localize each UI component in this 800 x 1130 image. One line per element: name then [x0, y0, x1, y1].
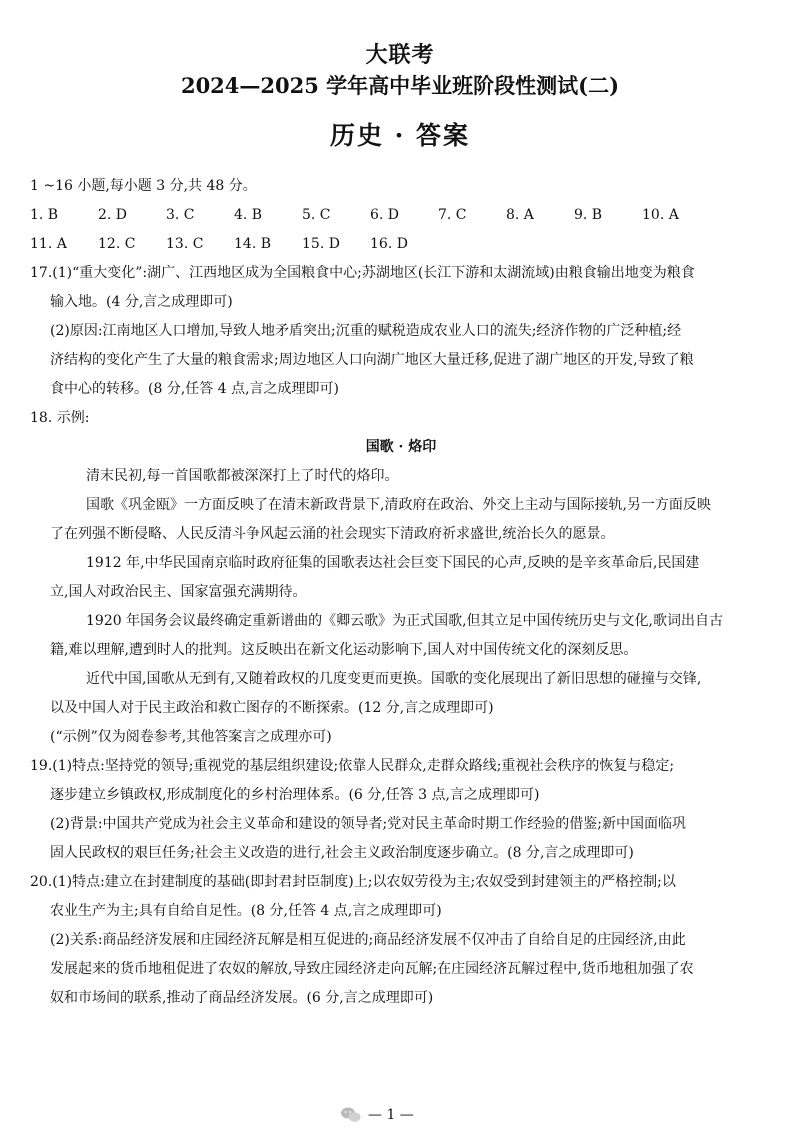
mc-answer: 3. C — [166, 207, 195, 223]
mc-answer: 10. A — [642, 207, 679, 223]
q20-part2-line: 奴和市场间的联系,推动了商品经济发展。(6 分,言之成理即可) — [50, 990, 434, 1006]
mc-answer: 13. C — [166, 236, 204, 252]
q18-essay-line: 籍,难以理解,遭到时人的批判。这反映出在新文化运动影响下,国人对中国传统文化的深刻反思。 — [50, 642, 638, 658]
mc-row-1 — [30, 201, 772, 230]
page-number: — 1 — — [368, 1107, 414, 1123]
mc-answer: 14. B — [234, 236, 272, 252]
subject-title: 历史 · 答案 — [329, 121, 471, 150]
question-17 — [30, 259, 772, 404]
q17-part2-line: 食中心的转移。(8 分,任答 4 点,言之成理即可) — [50, 381, 339, 397]
q18-essay-line: 了在列强不断侵略、人民反清斗争风起云涌的社会现实下清政府祈求盛世,统治长久的愿景。 — [50, 526, 615, 542]
mc-answer: 11. A — [30, 236, 67, 252]
q20-part1-line: 农业生产为主;具有自给自足性。(8 分,任答 4 点,言之成理即可) — [50, 903, 442, 919]
q19-part2-line: (2)背景:中国共产党成为社会主义革命和建设的领导者;党对民主革命时期工作经验的借鉴;新中国面临巩 — [50, 816, 686, 832]
q17-part2-line: 济结构的变化产生了大量的粮食需求;周边地区人口向湖广地区大量迁移,促进了湖广地区的开发,导致了粮 — [50, 352, 694, 368]
mc-answer: 2. D — [98, 207, 128, 223]
question-18 — [30, 404, 772, 752]
exam-title: 2024—2025 学年高中毕业班阶段性测试(二) — [180, 73, 620, 98]
mc-answer: 5. C — [302, 207, 331, 223]
question-19 — [30, 752, 772, 868]
mc-answer: 7. C — [438, 207, 467, 223]
mc-intro: 1 ~16 小题,每小题 3 分,共 48 分。 — [30, 178, 257, 194]
mc-answer: 12. C — [98, 236, 136, 252]
q19-part1-line: 逐步建立乡镇政权,形成制度化的乡村治理体系。(6 分,任答 3 点,言之成理即可) — [50, 787, 540, 803]
q20-part1-line: 20.(1)特点:建立在封建制度的基础(即封君封臣制度)上;以农奴劳役为主;农奴受到封建领主的严格控制;以 — [30, 874, 676, 890]
exam-organizer: 大联考 — [365, 42, 435, 68]
q18-essay-line: 1920 年国务会议最终确定重新谱曲的《卿云歌》为正式国歌,但其立足中国传统历史与文化,歌词出自古 — [86, 613, 723, 629]
q18-note: (“示例”仅为阅卷参考,其他答案言之成理亦可) — [50, 729, 332, 745]
mc-answer: 16. D — [370, 236, 408, 252]
q18-essay-line: 清末民初,每一首国歌都被深深打上了时代的烙印。 — [86, 468, 399, 484]
q20-part2-line: 发展起来的货币地租促进了农奴的解放,导致庄园经济走向瓦解;在庄园经济瓦解过程中,货币地租加强了农 — [50, 961, 694, 977]
answer-body — [30, 172, 772, 1013]
mc-answer: 1. B — [30, 207, 59, 223]
q18-essay-line: 国歌《巩金瓯》一方面反映了在清末新政背景下,清政府在政治、外交上主动与国际接轨,另一方面反映 — [86, 497, 711, 513]
q18-label: 18. 示例: — [30, 410, 90, 426]
mc-row-2 — [30, 230, 772, 259]
q17-part1-line: 17.(1)“重大变化”:湖广、江西地区成为全国粮食中心;苏湖地区(长江下游和太湖流域)由粮食输出地变为粮食 — [30, 265, 695, 281]
q19-part2-line: 固人民政权的艰巨任务;社会主义改造的进行,社会主义政治制度逐步确立。(8 分,言之成理即可) — [50, 845, 634, 861]
q18-essay-title: 国歌 · 烙印 — [365, 439, 437, 455]
wechat-watermark-icon — [340, 1106, 362, 1124]
q18-essay-line: 立,国人对政治民主、国家富强充满期待。 — [50, 584, 307, 600]
question-20 — [30, 868, 772, 1013]
q18-essay-line: 1912 年,中华民国南京临时政府征集的国歌表达社会巨变下国民的心声,反映的是辛亥革命后,民国建 — [86, 555, 700, 571]
mc-answer: 15. D — [302, 236, 340, 252]
q18-essay-line: 以及中国人对于民主政治和救亡图存的不断探索。(12 分,言之成理即可) — [50, 700, 494, 716]
q18-essay-line: 近代中国,国歌从无到有,又随着政权的几度变更而更换。国歌的变化展现出了新旧思想的碰撞与交锋, — [86, 671, 702, 687]
q19-part1-line: 19.(1)特点:坚持党的领导;重视党的基层组织建设;依靠人民群众,走群众路线;重视社会秩序的恢复与稳定; — [30, 758, 675, 774]
q17-part1-line: 输入地。(4 分,言之成理即可) — [50, 294, 233, 310]
mc-answer: 4. B — [234, 207, 263, 223]
mc-answer: 9. B — [574, 207, 603, 223]
mc-answer: 6. D — [370, 207, 400, 223]
q20-part2-line: (2)关系:商品经济发展和庄园经济瓦解是相互促进的;商品经济发展不仅冲击了自给自足的庄园经济,由此 — [50, 932, 686, 948]
mc-answer: 8. A — [506, 207, 534, 223]
q17-part2-line: (2)原因:江南地区人口增加,导致人地矛盾突出;沉重的赋税造成农业人口的流失;经济作物的广泛种植;经 — [50, 323, 682, 339]
page-footer — [340, 1104, 460, 1126]
